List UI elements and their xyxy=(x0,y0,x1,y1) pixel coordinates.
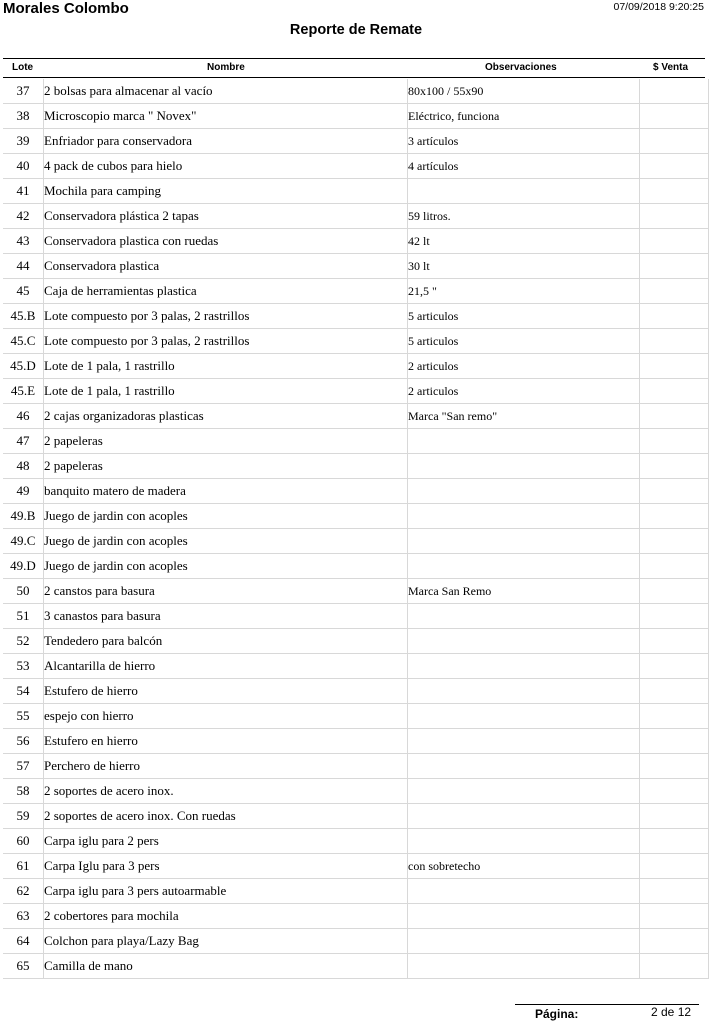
page-label: Página: xyxy=(535,1007,579,1021)
table-row xyxy=(3,729,709,754)
lote-cell: 45.E xyxy=(3,379,44,404)
observaciones-cell xyxy=(408,479,640,504)
table-row xyxy=(3,529,709,554)
lote-cell: 38 xyxy=(3,104,44,129)
observaciones-cell xyxy=(408,779,640,804)
lote-cell: 45 xyxy=(3,279,44,304)
report-timestamp: 07/09/2018 9:20:25 xyxy=(613,1,704,13)
venta-cell xyxy=(640,954,709,979)
nombre-cell: Conservadora plástica 2 tapas xyxy=(44,204,408,229)
table-row xyxy=(3,804,709,829)
venta-cell xyxy=(640,204,709,229)
lote-cell: 60 xyxy=(3,829,44,854)
table-row xyxy=(3,204,709,229)
nombre-cell: Estufero de hierro xyxy=(44,679,408,704)
nombre-cell: Tendedero para balcón xyxy=(44,629,408,654)
observaciones-cell: 59 litros. xyxy=(408,204,640,229)
page-number: 2 de 12 xyxy=(651,1005,692,1019)
venta-cell xyxy=(640,354,709,379)
table-row xyxy=(3,854,709,879)
nombre-cell: 2 papeleras xyxy=(44,429,408,454)
table-row xyxy=(3,554,709,579)
lote-cell: 65 xyxy=(3,954,44,979)
venta-cell xyxy=(640,304,709,329)
column-header-row xyxy=(3,58,705,78)
nombre-cell: Juego de jardin con acoples xyxy=(44,554,408,579)
nombre-cell: Lote compuesto por 3 palas, 2 rastrillos xyxy=(44,304,408,329)
lote-cell: 49.C xyxy=(3,529,44,554)
nombre-cell: Carpa iglu para 2 pers xyxy=(44,829,408,854)
observaciones-cell: 42 lt xyxy=(408,229,640,254)
nombre-cell: 4 pack de cubos para hielo xyxy=(44,154,408,179)
venta-cell xyxy=(640,729,709,754)
observaciones-cell: 30 lt xyxy=(408,254,640,279)
nombre-cell: 2 bolsas para almacenar al vacío xyxy=(44,79,408,104)
table-row xyxy=(3,229,709,254)
venta-cell xyxy=(640,179,709,204)
column-header-lote: Lote xyxy=(12,62,34,73)
column-header-venta: $ Venta xyxy=(653,62,689,73)
nombre-cell: espejo con hierro xyxy=(44,704,408,729)
venta-cell xyxy=(640,429,709,454)
lote-cell: 45.B xyxy=(3,304,44,329)
venta-cell xyxy=(640,404,709,429)
lote-cell: 45.D xyxy=(3,354,44,379)
lote-cell: 45.C xyxy=(3,329,44,354)
nombre-cell: Juego de jardin con acoples xyxy=(44,504,408,529)
nombre-cell: Juego de jardin con acoples xyxy=(44,529,408,554)
venta-cell xyxy=(640,804,709,829)
observaciones-cell xyxy=(408,904,640,929)
nombre-cell: 2 soportes de acero inox. Con ruedas xyxy=(44,804,408,829)
table-row xyxy=(3,954,709,979)
nombre-cell: 2 canstos para basura xyxy=(44,579,408,604)
venta-cell xyxy=(640,479,709,504)
table-row xyxy=(3,704,709,729)
lote-cell: 64 xyxy=(3,929,44,954)
observaciones-cell xyxy=(408,454,640,479)
nombre-cell: 2 soportes de acero inox. xyxy=(44,779,408,804)
table-row xyxy=(3,329,709,354)
nombre-cell: Enfriador para conservadora xyxy=(44,129,408,154)
venta-cell xyxy=(640,454,709,479)
lote-cell: 41 xyxy=(3,179,44,204)
table-row xyxy=(3,929,709,954)
table-row xyxy=(3,504,709,529)
nombre-cell: Alcantarilla de hierro xyxy=(44,654,408,679)
lote-cell: 49.B xyxy=(3,504,44,529)
nombre-cell: Conservadora plastica con ruedas xyxy=(44,229,408,254)
lote-cell: 49.D xyxy=(3,554,44,579)
observaciones-cell xyxy=(408,804,640,829)
table-row xyxy=(3,904,709,929)
venta-cell xyxy=(640,929,709,954)
nombre-cell: Caja de herramientas plastica xyxy=(44,279,408,304)
lots-table-body xyxy=(3,79,709,979)
lote-cell: 52 xyxy=(3,629,44,654)
table-row xyxy=(3,829,709,854)
observaciones-cell: Marca San Remo xyxy=(408,579,640,604)
table-row xyxy=(3,629,709,654)
lote-cell: 54 xyxy=(3,679,44,704)
venta-cell xyxy=(640,679,709,704)
lots-table xyxy=(3,79,709,979)
table-row xyxy=(3,379,709,404)
lote-cell: 53 xyxy=(3,654,44,679)
observaciones-cell: 4 artículos xyxy=(408,154,640,179)
table-row xyxy=(3,604,709,629)
table-row xyxy=(3,479,709,504)
lote-cell: 55 xyxy=(3,704,44,729)
table-row xyxy=(3,579,709,604)
venta-cell xyxy=(640,629,709,654)
lote-cell: 59 xyxy=(3,804,44,829)
table-row xyxy=(3,779,709,804)
venta-cell xyxy=(640,904,709,929)
observaciones-cell: 5 articulos xyxy=(408,329,640,354)
table-row xyxy=(3,404,709,429)
observaciones-cell xyxy=(408,704,640,729)
table-row xyxy=(3,179,709,204)
observaciones-cell: 80x100 / 55x90 xyxy=(408,79,640,104)
observaciones-cell: 3 artículos xyxy=(408,129,640,154)
lote-cell: 37 xyxy=(3,79,44,104)
venta-cell xyxy=(640,379,709,404)
observaciones-cell: Marca "San remo" xyxy=(408,404,640,429)
nombre-cell: Conservadora plastica xyxy=(44,254,408,279)
observaciones-cell xyxy=(408,954,640,979)
venta-cell xyxy=(640,854,709,879)
nombre-cell: Perchero de hierro xyxy=(44,754,408,779)
observaciones-cell: 2 articulos xyxy=(408,354,640,379)
observaciones-cell xyxy=(408,879,640,904)
venta-cell xyxy=(640,604,709,629)
nombre-cell: Mochila para camping xyxy=(44,179,408,204)
venta-cell xyxy=(640,579,709,604)
company-name: Morales Colombo xyxy=(3,0,129,17)
nombre-cell: Colchon para playa/Lazy Bag xyxy=(44,929,408,954)
lote-cell: 58 xyxy=(3,779,44,804)
nombre-cell: 2 cajas organizadoras plasticas xyxy=(44,404,408,429)
nombre-cell: 3 canastos para basura xyxy=(44,604,408,629)
venta-cell xyxy=(640,504,709,529)
table-row xyxy=(3,679,709,704)
table-row xyxy=(3,129,709,154)
table-row xyxy=(3,304,709,329)
lote-cell: 42 xyxy=(3,204,44,229)
column-header-observaciones: Observaciones xyxy=(485,62,557,73)
nombre-cell: Lote compuesto por 3 palas, 2 rastrillos xyxy=(44,329,408,354)
lote-cell: 47 xyxy=(3,429,44,454)
table-row xyxy=(3,454,709,479)
column-header-nombre: Nombre xyxy=(207,62,245,73)
nombre-cell: Lote de 1 pala, 1 rastrillo xyxy=(44,354,408,379)
table-row xyxy=(3,79,709,104)
venta-cell xyxy=(640,329,709,354)
observaciones-cell xyxy=(408,929,640,954)
observaciones-cell: 5 articulos xyxy=(408,304,640,329)
lote-cell: 51 xyxy=(3,604,44,629)
nombre-cell: banquito matero de madera xyxy=(44,479,408,504)
venta-cell xyxy=(640,104,709,129)
lote-cell: 44 xyxy=(3,254,44,279)
lote-cell: 39 xyxy=(3,129,44,154)
venta-cell xyxy=(640,829,709,854)
venta-cell xyxy=(640,779,709,804)
observaciones-cell xyxy=(408,829,640,854)
lote-cell: 48 xyxy=(3,454,44,479)
venta-cell xyxy=(640,704,709,729)
venta-cell xyxy=(640,554,709,579)
observaciones-cell xyxy=(408,754,640,779)
observaciones-cell xyxy=(408,679,640,704)
observaciones-cell xyxy=(408,554,640,579)
observaciones-cell: Eléctrico, funciona xyxy=(408,104,640,129)
venta-cell xyxy=(640,129,709,154)
nombre-cell: 2 cobertores para mochila xyxy=(44,904,408,929)
venta-cell xyxy=(640,79,709,104)
venta-cell xyxy=(640,654,709,679)
lote-cell: 56 xyxy=(3,729,44,754)
lote-cell: 62 xyxy=(3,879,44,904)
observaciones-cell xyxy=(408,654,640,679)
nombre-cell: Microscopio marca " Novex" xyxy=(44,104,408,129)
table-row xyxy=(3,754,709,779)
lote-cell: 49 xyxy=(3,479,44,504)
observaciones-cell xyxy=(408,429,640,454)
table-row xyxy=(3,654,709,679)
observaciones-cell: 21,5 " xyxy=(408,279,640,304)
observaciones-cell xyxy=(408,729,640,754)
observaciones-cell xyxy=(408,179,640,204)
lote-cell: 40 xyxy=(3,154,44,179)
nombre-cell: Carpa Iglu para 3 pers xyxy=(44,854,408,879)
lote-cell: 43 xyxy=(3,229,44,254)
venta-cell xyxy=(640,529,709,554)
lote-cell: 63 xyxy=(3,904,44,929)
observaciones-cell xyxy=(408,604,640,629)
venta-cell xyxy=(640,879,709,904)
table-row xyxy=(3,104,709,129)
nombre-cell: Carpa iglu para 3 pers autoarmable xyxy=(44,879,408,904)
table-row xyxy=(3,429,709,454)
observaciones-cell: con sobretecho xyxy=(408,854,640,879)
venta-cell xyxy=(640,254,709,279)
nombre-cell: 2 papeleras xyxy=(44,454,408,479)
table-row xyxy=(3,254,709,279)
table-row xyxy=(3,154,709,179)
observaciones-cell: 2 articulos xyxy=(408,379,640,404)
venta-cell xyxy=(640,154,709,179)
report-title: Reporte de Remate xyxy=(289,22,423,38)
venta-cell xyxy=(640,229,709,254)
observaciones-cell xyxy=(408,629,640,654)
table-row xyxy=(3,279,709,304)
lote-cell: 46 xyxy=(3,404,44,429)
venta-cell xyxy=(640,279,709,304)
observaciones-cell xyxy=(408,504,640,529)
lote-cell: 50 xyxy=(3,579,44,604)
venta-cell xyxy=(640,754,709,779)
nombre-cell: Lote de 1 pala, 1 rastrillo xyxy=(44,379,408,404)
lote-cell: 61 xyxy=(3,854,44,879)
observaciones-cell xyxy=(408,529,640,554)
lote-cell: 57 xyxy=(3,754,44,779)
nombre-cell: Camilla de mano xyxy=(44,954,408,979)
nombre-cell: Estufero en hierro xyxy=(44,729,408,754)
table-row xyxy=(3,354,709,379)
table-row xyxy=(3,879,709,904)
